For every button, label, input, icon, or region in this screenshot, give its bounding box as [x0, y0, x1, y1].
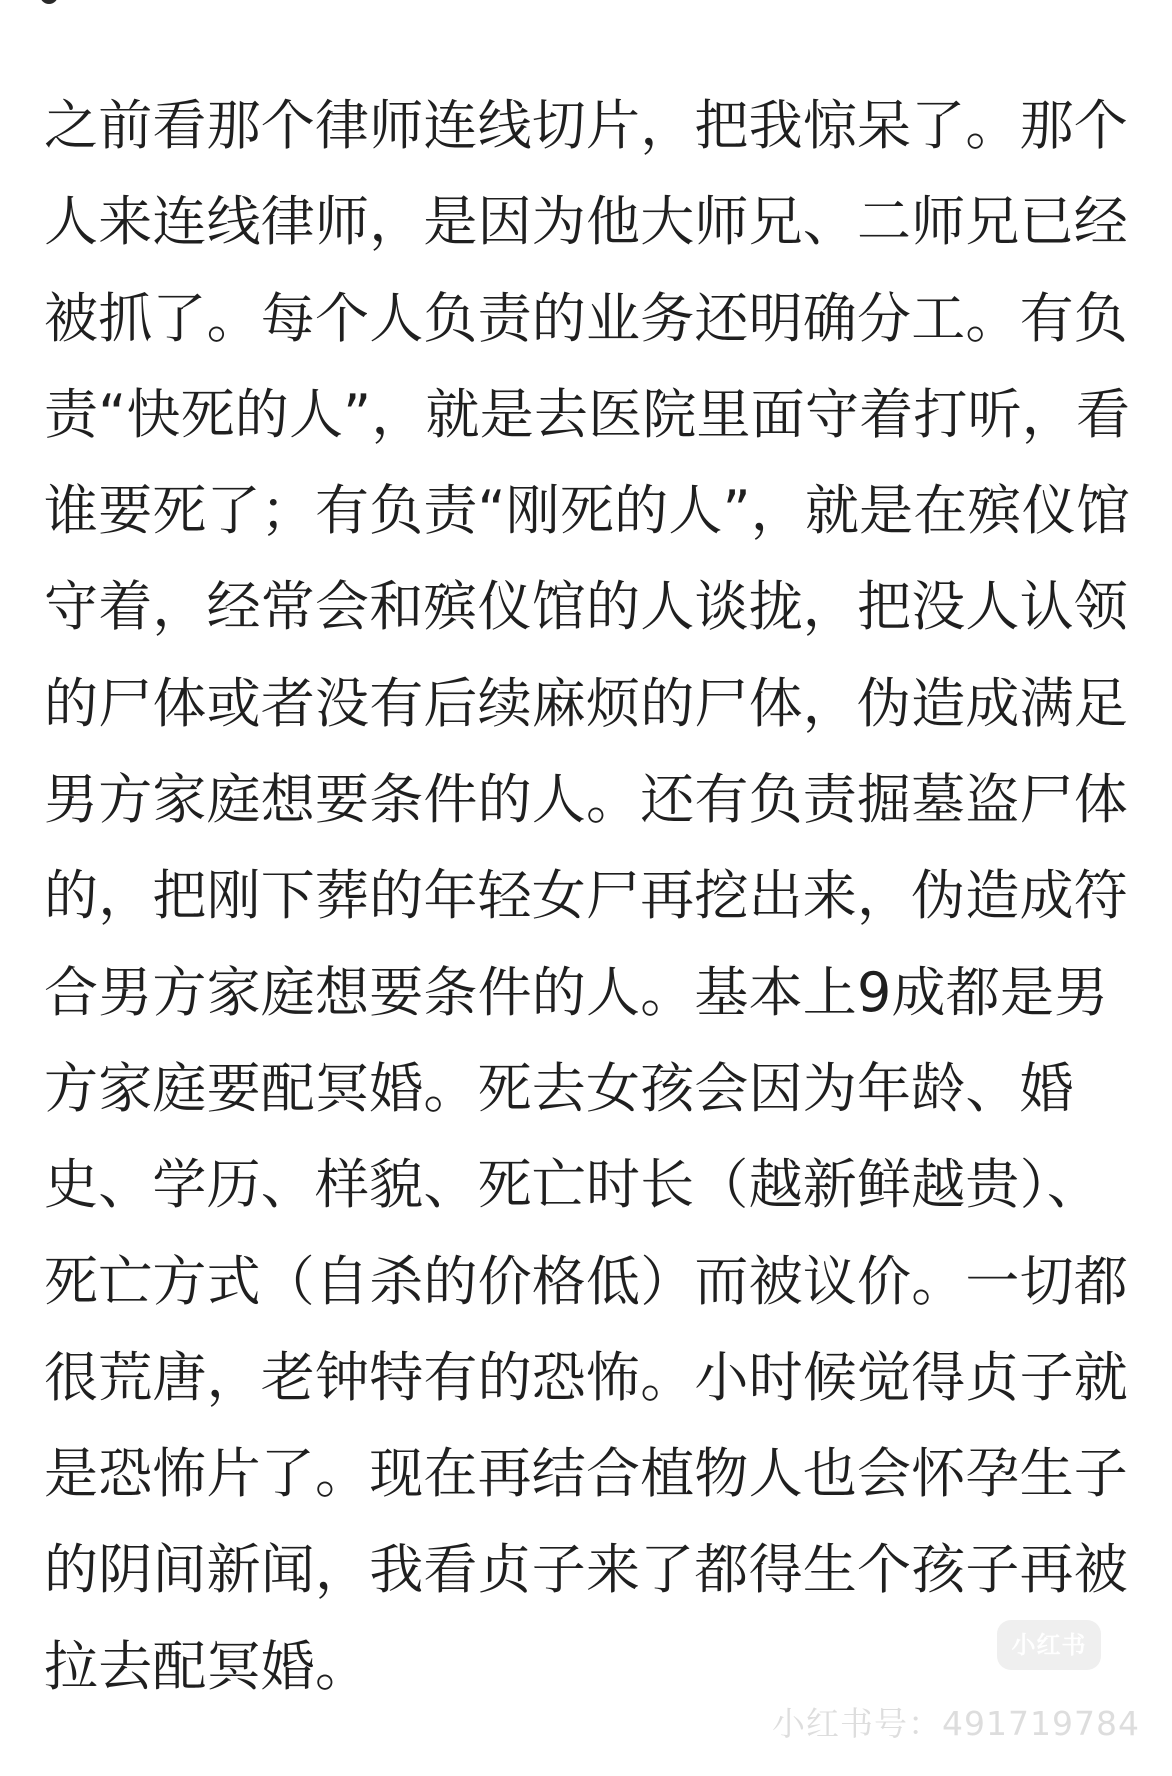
- post-text-line: 拉去配冥婚。: [44, 1634, 370, 1698]
- post-text-line: 男方家庭想要条件的人。还有负责掘墓盗尸体: [44, 768, 1128, 832]
- post-text-line: 方家庭要配冥婚。死去女孩会因为年龄、婚: [44, 1056, 1074, 1120]
- post-text-line: 史、学历、样貌、死亡时长（越新鲜越贵）、: [44, 1153, 1101, 1217]
- post-text-line: 的，把刚下葬的年轻女尸再挖出来，伪造成符: [44, 864, 1128, 928]
- post-text-line: 守着，经常会和殡仪馆的人谈拢，把没人认领: [44, 575, 1128, 639]
- xiaohongshu-watermark-id: 小红书号：491719784: [772, 1704, 1140, 1743]
- post-text-line: 被抓了。每个人负责的业务还明确分工。有负: [44, 286, 1128, 350]
- post-body: [44, 78, 1136, 1715]
- post-text-line: 的阴间新闻，我看贞子来了都得生个孩子再被: [44, 1538, 1128, 1602]
- xiaohongshu-watermark-logo: 小红书: [997, 1620, 1101, 1670]
- post-text-line: 谁要死了；有负责“刚死的人”，就是在殡仪馆: [44, 479, 1131, 543]
- post-text-line: 死亡方式（自杀的价格低）而被议价。一切都: [44, 1249, 1128, 1313]
- post-text-line: 的尸体或者没有后续麻烦的尸体，伪造成满足: [44, 671, 1128, 735]
- top-cropped-avatar-fragment: [40, 0, 58, 4]
- post-text-line: 人来连线律师，是因为他大师兄、二师兄已经: [44, 190, 1128, 254]
- post-text-line: 很荒唐，老钟特有的恐怖。小时候觉得贞子就: [44, 1345, 1128, 1409]
- post-text-line: 合男方家庭想要条件的人。基本上9成都是男: [44, 960, 1109, 1024]
- post-text-line: 之前看那个律师连线切片，把我惊呆了。那个: [44, 94, 1128, 157]
- post-text-line: 是恐怖片了。现在再结合植物人也会怀孕生子: [44, 1442, 1128, 1506]
- post-text-line: 责“快死的人”，就是去医院里面守着打听，看: [44, 382, 1131, 446]
